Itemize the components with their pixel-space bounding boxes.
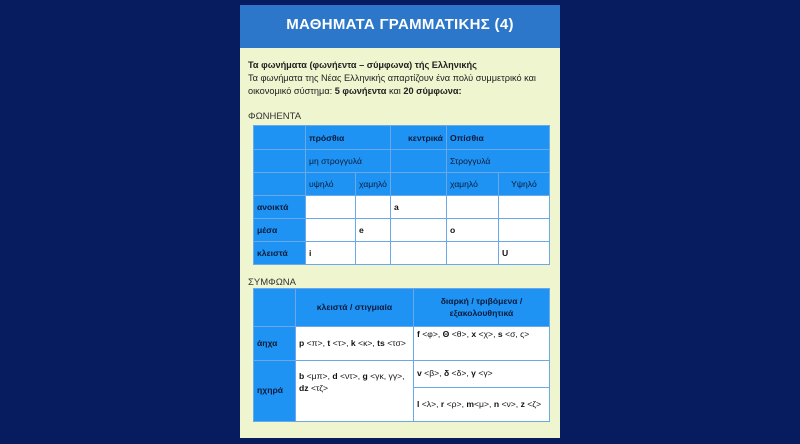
vowel-row-label: ανοικτά	[254, 196, 306, 219]
vowel-table	[253, 125, 550, 265]
consonant-header-empty	[254, 289, 296, 327]
vowel-cell: i	[306, 242, 356, 265]
vowel-high-1: υψηλό	[306, 173, 356, 196]
vowel-cell	[356, 242, 391, 265]
vowel-cell: e	[356, 219, 391, 242]
vowel-cell	[390, 242, 446, 265]
vowel-cell: o	[446, 219, 498, 242]
vowel-col-front: πρόσθια	[306, 126, 391, 150]
consonant-col-stops: κλειστά / στιγμιαία	[296, 289, 414, 327]
vowels-label: ΦΩΝΗΕΝΤΑ	[248, 111, 302, 122]
voiced-continuants-1: v <β>, δ <δ>, γ <γ>	[414, 361, 550, 388]
vowel-header-empty	[390, 173, 446, 196]
vowel-col-central: κεντρικά	[390, 126, 446, 150]
vowel-cell	[390, 219, 446, 242]
voiceless-stops: p <π>, t <τ>, k <κ>, ts <τσ>	[296, 327, 414, 361]
consonant-col-continuants: διαρκή / τριβόμενα / εξακολουθητικά	[414, 289, 550, 327]
voiced-continuants-2: l <λ>, r <ρ>, m<μ>, n <ν>, z <ζ>	[414, 388, 550, 422]
vowel-cell	[356, 196, 391, 219]
vowel-header-empty	[254, 126, 306, 150]
consonant-table	[253, 288, 550, 422]
vowel-unrounded: μη στρογγυλά	[306, 150, 391, 173]
intro-and: και	[386, 86, 404, 96]
vowel-cell	[306, 196, 356, 219]
intro-heading: Τα φωνήματα (φωνήεντα – σύμφωνα) τής Ελληνικής	[248, 60, 477, 70]
vowel-rounded: Στρογγυλά	[446, 150, 549, 173]
slide-title: ΜΑΘΗΜΑΤΑ ΓΡΑΜΜΑΤΙΚΗΣ (4)	[240, 5, 560, 48]
intro-para-start: Τα φωνήματα της Νέας Ελληνικής απαρτίζουν ένα πολύ συμμετρικό και οικονομικό σύστημα:	[248, 73, 536, 96]
vowel-cell: U	[498, 242, 549, 265]
vowel-cell	[446, 242, 498, 265]
vowel-header-empty	[390, 150, 446, 173]
vowel-cell	[498, 219, 549, 242]
vowel-low-2: χαμηλό	[446, 173, 498, 196]
vowel-row-label: κλειστά	[254, 242, 306, 265]
vowel-cell	[306, 219, 356, 242]
intro-paragraph	[248, 72, 556, 98]
intro-vowels-count: 5 φωνήεντα	[334, 86, 387, 96]
slide	[240, 5, 560, 438]
vowel-cell	[446, 196, 498, 219]
voiced-stops: b <μπ>, d <ντ>, g <γκ, γγ>, dz <τζ>	[296, 361, 414, 422]
vowel-header-empty	[254, 173, 306, 196]
consonant-row-voiced: ηχηρά	[254, 361, 296, 422]
vowel-cell	[498, 196, 549, 219]
intro-consonants-count: 20 σύμφωνα:	[403, 86, 462, 96]
vowel-high-2: Υψηλό	[498, 173, 549, 196]
vowel-header-empty	[254, 150, 306, 173]
vowel-row-label: μέσα	[254, 219, 306, 242]
consonants-label: ΣΥΜΦΩΝΑ	[248, 277, 297, 288]
vowel-col-back: Οπίσθια	[446, 126, 549, 150]
voiceless-continuants: f <φ>, Θ <θ>, x <χ>, s <σ, ς>	[414, 327, 550, 361]
intro-text	[248, 59, 556, 98]
vowel-low-1: χαμηλό	[356, 173, 391, 196]
consonant-row-voiceless: άηχα	[254, 327, 296, 361]
vowel-cell: a	[390, 196, 446, 219]
